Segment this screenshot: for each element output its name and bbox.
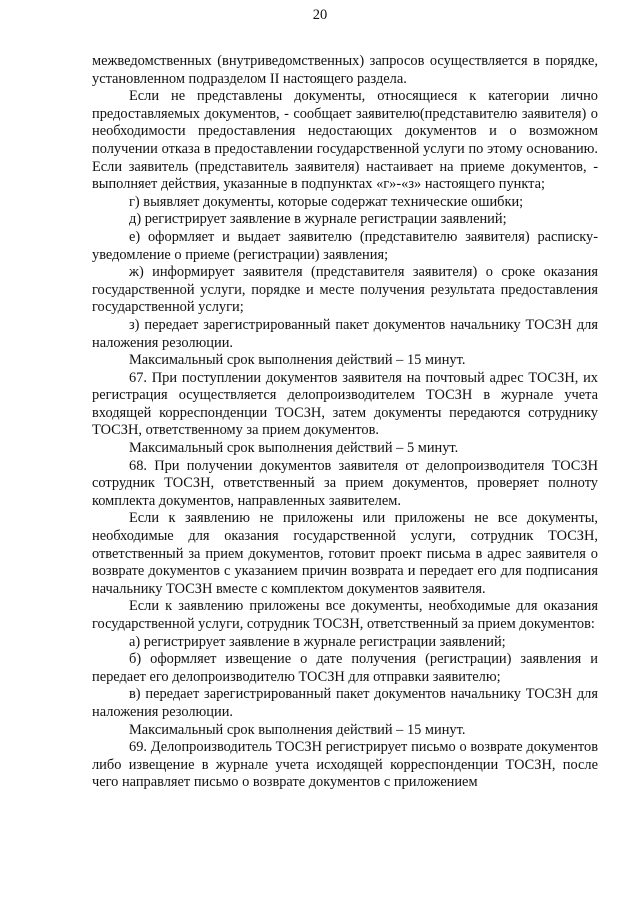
paragraph-incomplete-documents: Если к заявлению не приложены или приложены не все документы, необходимые для оказания государственной услуги, сотрудник ТОСЗН, ответственный за прием документов, готовит проект письма в адрес заявителя о возврате документов с указанием причин возврата и передает его для подписания начальнику ТОСЗН вместе с комплектом документов заявителя.: [92, 510, 598, 597]
paragraph-max-time: Максимальный срок выполнения действий – 5 минут.: [129, 440, 459, 457]
paragraph-68: 68. При получении документов заявителя от делопроизводителя ТОСЗН сотрудник ТОСЗН, ответственный за прием документов, проверяет полноту комплекта документов, направленных заявителем.: [92, 457, 598, 509]
paragraph-continuation: межведомственных (внутриведомственных) запросов осуществляется в порядке, установленном подразделом II настоящего раздела.: [92, 53, 598, 87]
list-item-zh: ж) информирует заявителя (представителя заявителя) о сроке оказания государственной услуги, порядке и месте получения результата предоставления государственной услуги;: [92, 264, 598, 316]
paragraph-complete-documents: Если к заявлению приложены все документы, необходимые для оказания государственной услуги, сотрудник ТОСЗН, ответственный за прием документов:: [92, 598, 598, 632]
list-item-a: а) регистрирует заявление в журнале регистрации заявлений;: [129, 633, 506, 650]
paragraph-max-time: Максимальный срок выполнения действий – 15 минут.: [129, 352, 466, 369]
paragraph-max-time: Максимальный срок выполнения действий – 15 минут.: [129, 721, 466, 738]
page-number: 20: [312, 7, 328, 23]
list-item-g: г) выявляет документы, которые содержат технические ошибки;: [129, 193, 524, 210]
paragraph-69: 69. Делопроизводитель ТОСЗН регистрирует письмо о возврате документов либо извещение в журнале учета исходящей корреспонденции ТОСЗН, после чего направляет письмо о возврате документов с приложением: [92, 739, 598, 791]
list-item-b: б) оформляет извещение о дате получения (регистрации) заявления и передает его делопроизводителю ТОСЗН для отправки заявителю;: [92, 651, 598, 685]
document-body: [92, 53, 598, 792]
list-item-e: е) оформляет и выдает заявителю (представителю заявителя) расписку-уведомление о приеме (регистрации) заявления;: [92, 228, 598, 263]
paragraph-67: 67. При поступлении документов заявителя на почтовый адрес ТОСЗН, их регистрация осуществляется делопроизводителем ТОСЗН в журнале учета входящей корреспонденции ТОСЗН, затем документы передаются сотруднику ТОСЗН, ответственному за прием документов.: [92, 369, 598, 439]
paragraph-missing-documents: Если не представлены документы, относящиеся к категории лично предоставляемых документов, - сообщает заявителю(представителю заявителя) о необходимости предоставления недостающих документов и о возможном получении отказа в предоставлении государственной услуги по этому основанию. Если заявитель (представитель заявителя) настаивает на приеме документов, - выполняет действия, указанные в подпунктах «г»-«з» настоящего пункта;: [92, 88, 598, 193]
list-item-v: в) передает зарегистрированный пакет документов начальнику ТОСЗН для наложения резолюции.: [92, 686, 598, 720]
list-item-d: д) регистрирует заявление в журнале регистрации заявлений;: [129, 211, 507, 228]
list-item-z: з) передает зарегистрированный пакет документов начальнику ТОСЗН для наложения резолюции.: [92, 316, 598, 351]
